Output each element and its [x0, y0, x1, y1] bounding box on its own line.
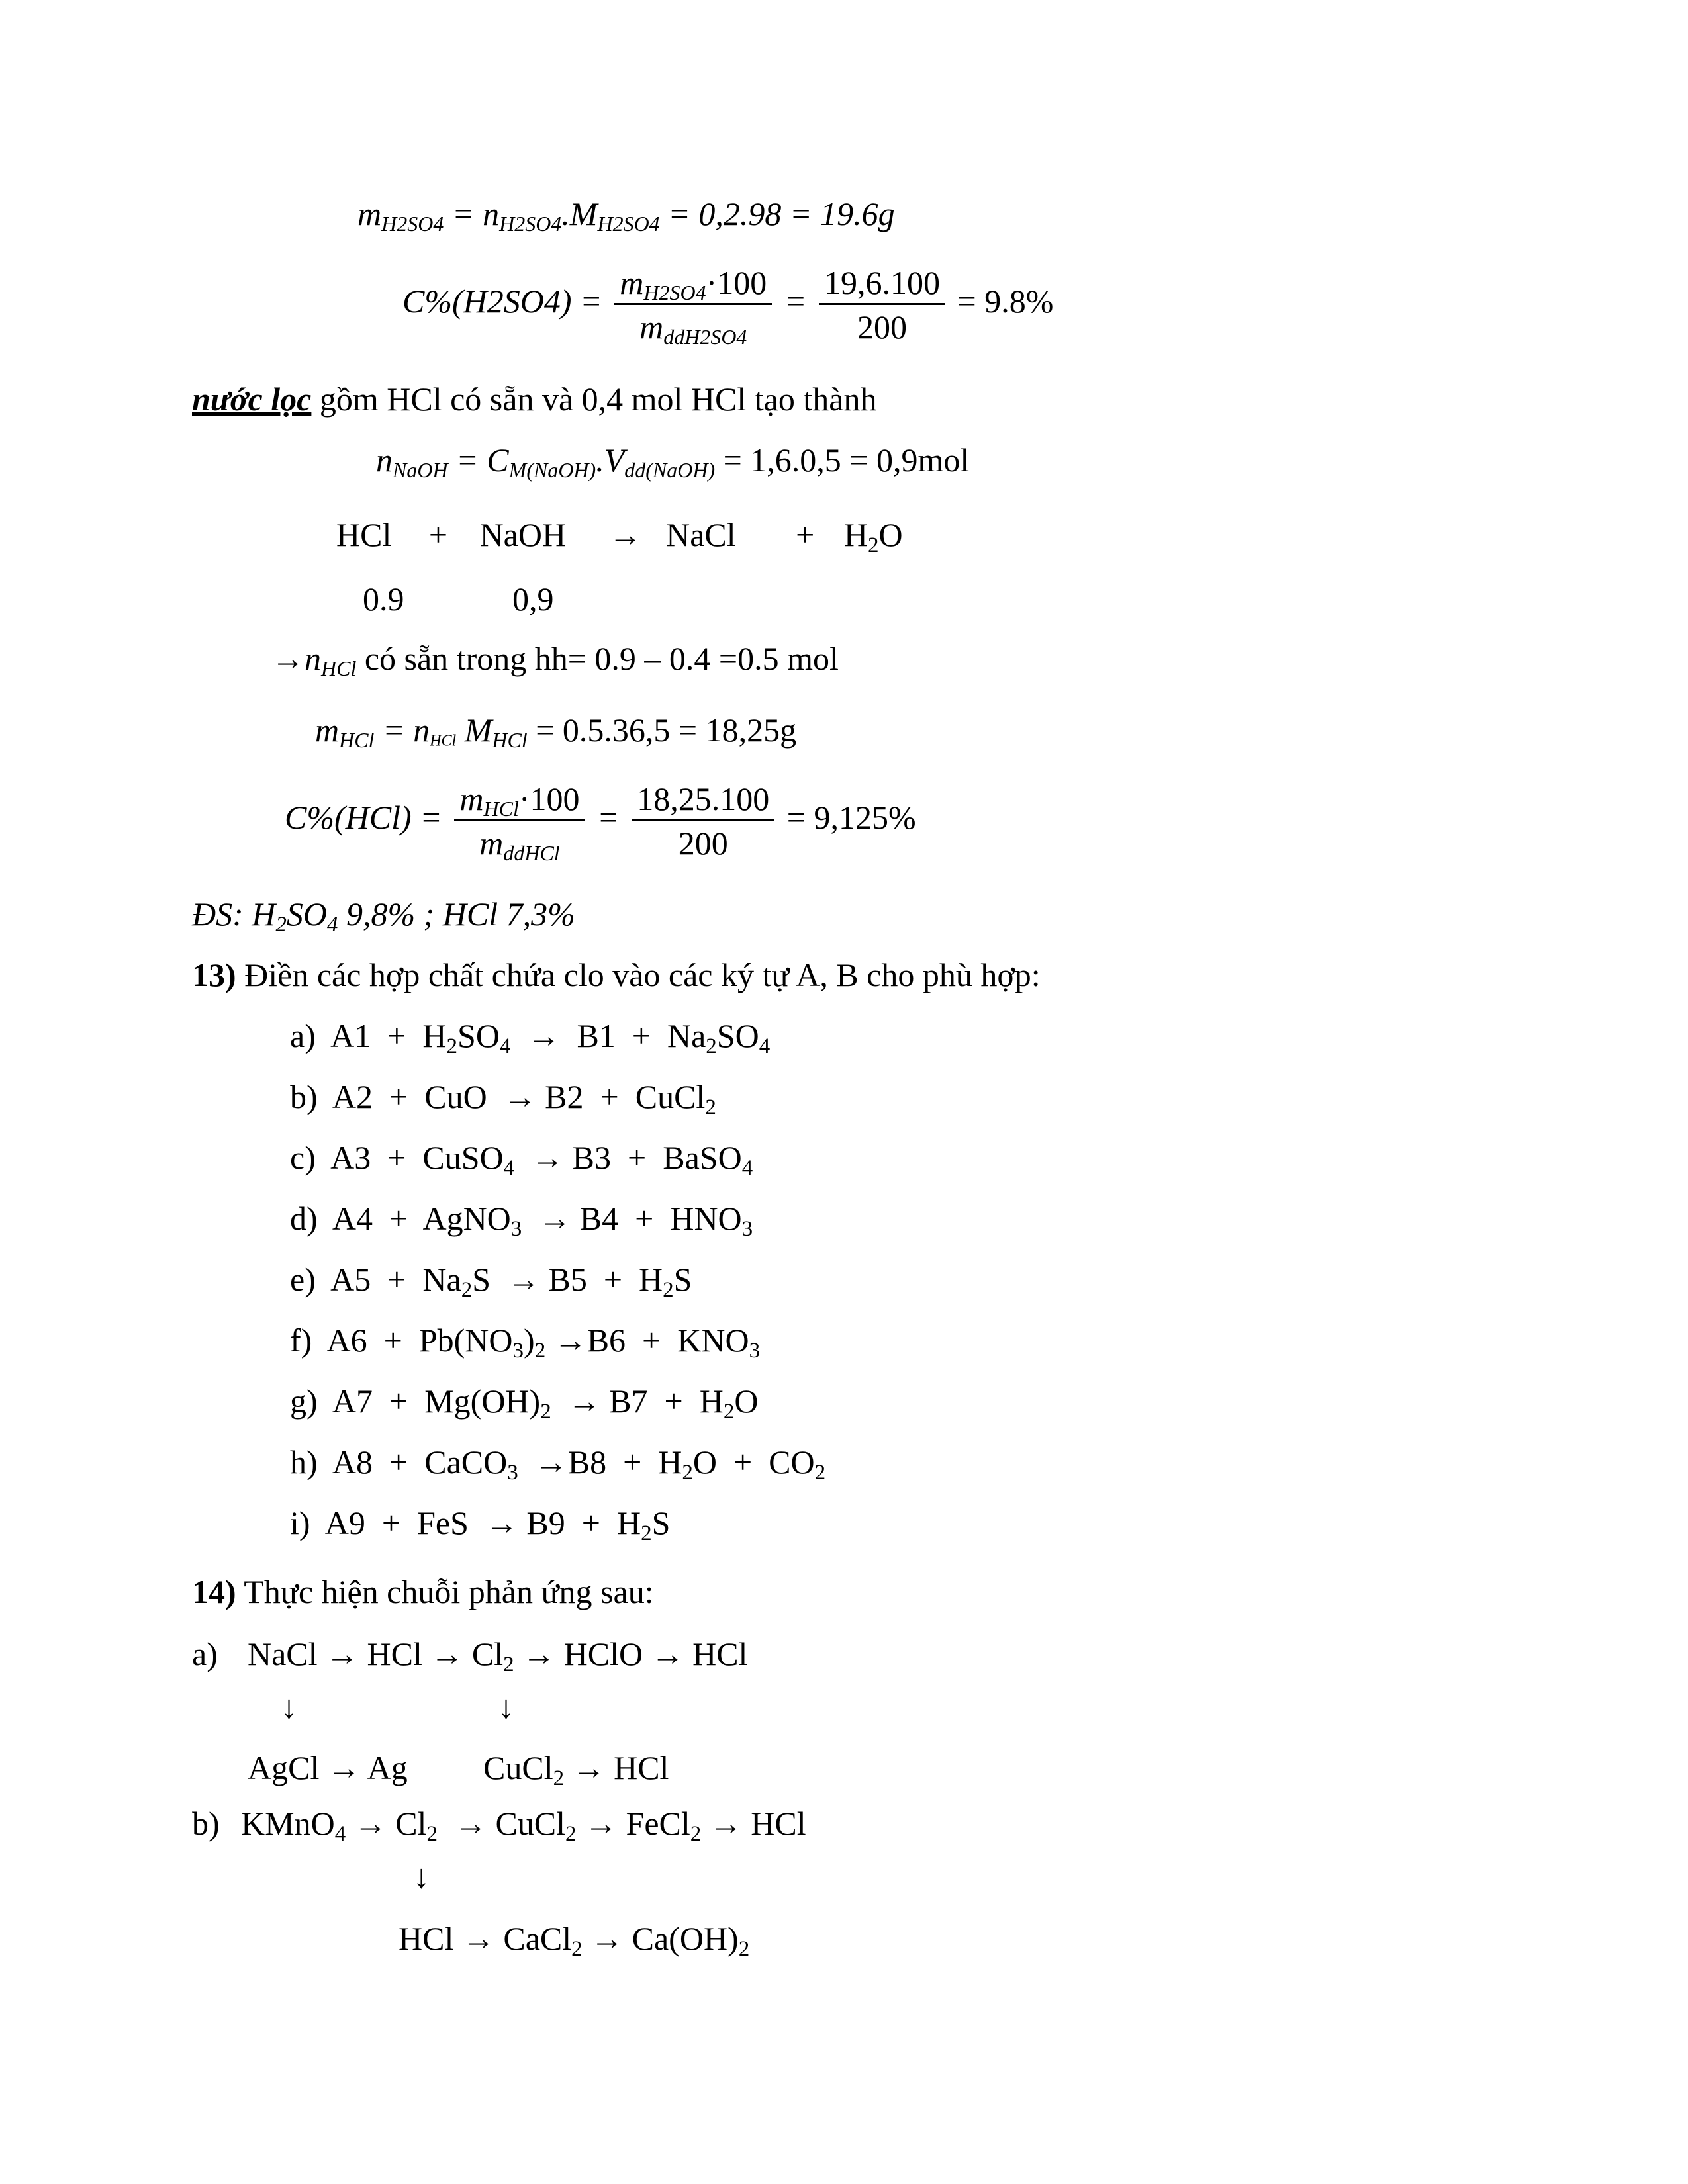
question-text: Thực hiện chuỗi phản ứng sau:	[236, 1573, 654, 1610]
numerator-subscript: H2SO4	[643, 280, 706, 304]
product-nacl: NaCl	[666, 516, 736, 553]
item-label: b)	[290, 1078, 332, 1115]
mole-symbol: n	[305, 640, 321, 677]
numerator-factor: ·100	[518, 780, 580, 817]
item-reaction: A9 + FeS → $B9 + H_2S$	[324, 1504, 671, 1546]
mole-subscript: NaOH	[393, 457, 448, 482]
mole-symbol: = n	[382, 711, 430, 749]
fraction-numeric	[632, 782, 774, 860]
q13-item-h	[290, 1443, 826, 1485]
item-label: g)	[290, 1383, 332, 1420]
chain-b-line1: KMnO$_4$ → $Cl_2$ → CuCl$_2$ → FeCl$_2$ → HCl	[241, 1805, 806, 1846]
available-hcl-line	[271, 640, 839, 680]
item-reaction: A8 + CaCO$_3$ $\to B8 + H_2O + CO_2$	[332, 1443, 826, 1485]
mole-unit: mol	[917, 441, 970, 478]
filtrate-text: gồm HCl có sẵn và 0,4 mol HCl tạo thành	[311, 381, 877, 418]
mole-value-naoh: 0,9	[512, 580, 554, 617]
q13-item-c	[290, 1139, 753, 1181]
result-arrow: →	[271, 640, 305, 677]
equation-result: = 9,125%	[786, 798, 916, 836]
item-reaction: A3 + CuSO$_4$ → B3 + BaSO$_4$	[330, 1139, 753, 1181]
item-reaction: $A6 + Pb(NO_3)_2 \to B6 + KNO_3$	[326, 1322, 761, 1363]
chain-a-line2-right: CuCl$_2$ → HCl	[483, 1749, 669, 1791]
numerator-value: 19,6.100	[819, 266, 945, 305]
down-arrow-2: ↓	[498, 1688, 514, 1725]
denominator-subscript: ddHCl	[503, 841, 560, 865]
molar-mass-subscript: HCl	[492, 727, 528, 752]
item-reaction: $A5 + Na_2S \to B5 + H_2S$	[330, 1261, 692, 1302]
equals-sign: =	[597, 798, 620, 836]
denominator-value: 200	[857, 308, 907, 345]
mass-symbol: m	[315, 711, 340, 749]
mole-subscript: HCl	[430, 732, 457, 750]
q13-item-e	[290, 1261, 692, 1302]
q13-item-b	[290, 1078, 716, 1120]
numerator-subscript: HCl	[483, 796, 519, 821]
reactant-naoh: NaOH	[479, 516, 567, 553]
item-label: a)	[290, 1017, 331, 1054]
q13-item-f	[290, 1322, 761, 1363]
mole-value-hcl: 0.9	[363, 580, 404, 617]
neutralization-reaction	[336, 516, 903, 558]
item-label: i)	[290, 1504, 325, 1541]
equation-result: = 0,2.98 = 19.6g	[668, 195, 895, 232]
question-number: 14)	[192, 1573, 236, 1610]
reaction-arrow: →	[608, 516, 642, 553]
equation-result: = 0.5.36,5 = 18,25g	[536, 711, 797, 749]
q13-item-i	[290, 1504, 671, 1546]
molarity-subscript: M(NaOH)	[508, 457, 596, 482]
concentration-label: C%(HCl) =	[285, 798, 442, 836]
item-reaction: $A1 + H_2SO_4 \to B1 + Na_2SO_4$	[330, 1017, 771, 1059]
chain-b-line2: HCl → CaCl$_2$ → $Ca(OH)_2$	[399, 1920, 750, 1962]
chain-b-label: b)	[192, 1805, 220, 1842]
hcl-concentration-equation	[285, 780, 916, 865]
item-label: f)	[290, 1322, 327, 1359]
numerator-factor: ·100	[706, 264, 767, 301]
denominator-subscript: ddH2SO4	[663, 324, 747, 349]
naoh-mole-equation	[376, 441, 970, 482]
concentration-label: C%(H2SO4) =	[402, 282, 602, 320]
volume-symbol: .V	[596, 441, 625, 478]
fraction-symbolic	[454, 780, 585, 865]
denominator-value: 200	[678, 825, 728, 862]
down-arrow-3: ↓	[413, 1858, 430, 1895]
filtrate-line	[192, 383, 876, 416]
mass-subscript: H2SO4	[381, 211, 444, 236]
numerator-value: 18,25.100	[632, 782, 774, 821]
product-water: $H_2O$	[843, 516, 903, 558]
item-label: h)	[290, 1443, 332, 1480]
q13-item-d	[290, 1200, 753, 1242]
molar-mass-symbol: .M	[561, 195, 598, 232]
h2so4-concentration-equation	[402, 264, 1054, 349]
q13-item-g	[290, 1383, 759, 1424]
filtrate-label: nước lọc	[192, 381, 312, 418]
item-label: d)	[290, 1200, 332, 1237]
question-number: 13)	[192, 956, 236, 993]
plus-sign: +	[428, 516, 448, 553]
reactant-hcl: HCl	[336, 516, 392, 553]
mole-subscript: HCl	[321, 656, 357, 680]
molarity-symbol: = C	[456, 441, 509, 478]
mole-symbol: = n	[451, 195, 500, 232]
chain-a-line2-left: AgCl → Ag	[248, 1749, 408, 1786]
plus-sign: +	[796, 516, 815, 553]
item-label: c)	[290, 1139, 331, 1176]
fraction-numeric	[819, 266, 945, 343]
h2so4-mass-equation	[357, 195, 895, 236]
question-13	[192, 958, 1041, 991]
question-14	[192, 1575, 654, 1608]
equation-result: = 1,6.0,5 = 0,9	[723, 441, 918, 478]
item-reaction: A4 + AgNO$_3$ → $B4 + HNO_3$	[332, 1200, 753, 1242]
denominator-symbol: m	[479, 825, 504, 862]
fraction-symbolic	[614, 264, 772, 349]
mole-symbol: n	[376, 441, 393, 478]
item-label: e)	[290, 1261, 331, 1298]
numerator-symbol: m	[459, 780, 484, 817]
numerator-symbol: m	[620, 264, 644, 301]
denominator-symbol: m	[639, 308, 664, 345]
mole-subscript: H2SO4	[499, 211, 562, 236]
question-text: Điền các hợp chất chứa clo vào các ký tự A, B cho phù hợp:	[236, 956, 1041, 993]
mass-symbol: m	[357, 195, 382, 232]
available-hcl-text: có sẵn trong hh= 0.9 – 0.4 =0.5 mol	[356, 640, 839, 677]
chain-a-label: a)	[192, 1635, 218, 1672]
hcl-mass-equation	[315, 711, 797, 752]
item-reaction: $A7 + Mg(OH)_2 \to B7 + H_2O$	[332, 1383, 759, 1424]
chain-a-line1: NaCl → HCl → $Cl_2$ → HClO → HCl	[248, 1635, 748, 1677]
item-reaction: A2 + CuO → B2 + CuCl$_2$	[332, 1078, 716, 1120]
molar-mass-symbol: M	[464, 711, 492, 749]
volume-subscript: dd(NaOH)	[624, 457, 716, 482]
molar-mass-subscript: H2SO4	[597, 211, 660, 236]
answer-line: ĐS: $H_2SO_4$ 9,8% ; HCl 7,3%	[192, 895, 575, 937]
equation-result: = 9.8%	[957, 282, 1054, 320]
down-arrow-1: ↓	[281, 1688, 297, 1725]
equals-sign: =	[784, 282, 807, 320]
mass-subscript: HCl	[339, 727, 375, 752]
q13-item-a	[290, 1017, 771, 1059]
